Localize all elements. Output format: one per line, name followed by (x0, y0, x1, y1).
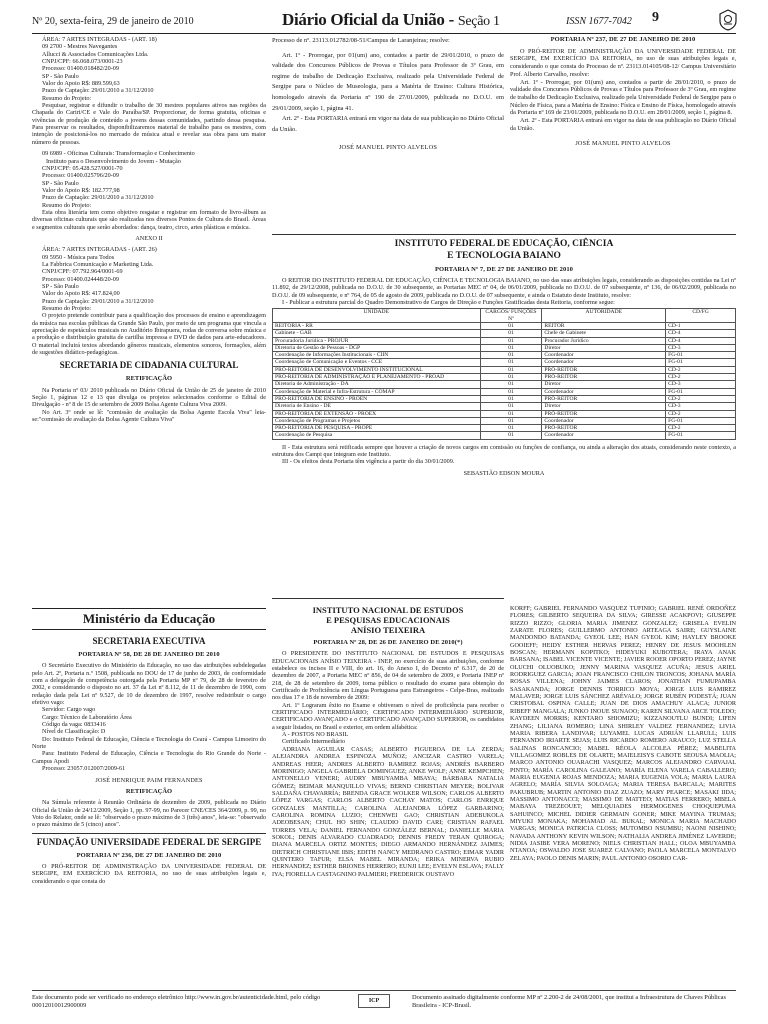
table-row (273, 410, 736, 417)
project-block-1 (32, 36, 266, 146)
journal-title (282, 10, 500, 30)
table-cell: Coordenação de Comunicação e Eventos - CCE (273, 359, 481, 366)
institute-title: E TECNOLOGIA BAIANO (447, 251, 561, 261)
names-list: ADRIANA AGUILAR CASAS; ALBERTO FIGUEROA DE LA ZERDA; ALEJANDRA ANDREA ESPINOZA MUÑOZ; ANCIZAR CASTRO VARELA; ANDREAS HEER; ANDRES ALBERTO RAMIREZ ROJAS; ANDRÉS BARBERO MORINIGO; ANGELA GABRIELA DOMINGUEZ; ANKE WOLF; ANNE KEMPCHEN; ANTONELLO VENERI; AUDRY MBUYAMBA MBAYA; BÁRBARA NATALIA GÓMEZ; BEIMAR MANQUILLO VIVAS; BERND CHRISTIAN MEYER; BOLIVAR SALDAÑA CHAVARRÍA; BRENDA GRACE WOLKER WILSON; CARLOS ALBERTO LÓPEZ VARGAS; CARLOS ALBERTO CACHAY MATOS; CARLOS ENRIQUE GONZALES MANTILLA; CAROLINA ALEJANDRA LÓPEZ GARBARINO; CAROLINA ROMINA LUZIO; CHENWEI GAO; CHRISTIAN ADEBUKOLA ADEOBESAN; CHUL HO SHIN; CLAUDIO DAVID CARI; CRISTIAN RAFAEL TORRES VELA; DANIEL FERNANDO GONZÁLEZ BERNAL; DANIELLE MARIA SOKOL; DENIS ALVARADO CUADRADO; DENNIS FREDY TERAN QUIROGA; DIANA MARCELA ORTIZ MONTES; DIEGO ARMANDO HERNÁNDEZ JAIMES; DIETRICH CHRISTIANE IBIS; EDITH NANCY MEDRANO CASTRO; EIMAR YADIR QUINTERO TAFUR; ELSA MABEL MIRANDA; ERIKA MINERVA RUBIO HERNANDEZ; ESTHER BRIONES HERRERO; EUNJI LEE; EVELYN ESLAVA; FALLY IYA; FIORELLA CASTAGNINO PALMIERI; FREDERICK OUSTAVO (272, 745, 504, 878)
table-row (273, 322, 736, 329)
portaria-heading: PORTARIA Nº 28, DE 26 DE JANEIRO DE 2010(*) (313, 639, 463, 646)
page-footer (32, 990, 736, 1009)
table-cell: PRÓ-REITORIA DE ADMINISTRAÇÃO E PLANEJAMENTO - PROAD (273, 374, 481, 381)
institute-title: INSTITUTO NACIONAL DE ESTUDOS (312, 605, 464, 615)
table-cell: PRÓ-REITOR (542, 366, 666, 373)
table-cell: 01 (480, 374, 542, 381)
journal-name: Diário Oficial da União - (282, 10, 454, 29)
project-summary: O projeto pretende contribuir para a qualificação dos processos de ensino e aprendizagem da música nas escolas públicas da Grande São Paulo, por meio de um programa que vincula a apreciação de espetáculos musicais no Auditório Ibirapuera, rodas de conversa sobre música e a produção e distribuição gratuita de cartilha impressa e DVD de dados para arte-educadores. O material incluirá textos abordando gêneros musicais, elementos sonoros, formações, além de sugestões didático-pedagógicas. (32, 312, 266, 357)
portaria-item: Código da vaga: 0833416 (42, 721, 106, 729)
project-line: Resumo do Projeto: (42, 305, 92, 313)
institute-title: E PESQUISAS EDUCACIONAIS (326, 615, 450, 625)
table-header: CARGOS/ FUNÇÕES Nº (480, 309, 542, 323)
portaria-body (272, 277, 736, 306)
table-cell: CD-2 (666, 410, 736, 417)
cargos-table (272, 308, 736, 439)
baiano-section (272, 238, 736, 477)
table-cell: 01 (480, 366, 542, 373)
table-cell: Coordenação de Programas e Projetos (273, 417, 481, 424)
table-cell: 01 (480, 403, 542, 410)
signature: JOSÉ HENRIQUE PAIM FERNANDES (95, 776, 203, 784)
column-middle (272, 36, 504, 154)
table-cell: Chefe de Gabinete (542, 330, 666, 337)
table-cell: 01 (480, 425, 542, 432)
project-line: Valor do Apoio R$: 182.777,98 (42, 186, 120, 194)
ministry-banner (32, 608, 266, 630)
portaria-item: Processo: 23057.012007/2009-61 (42, 765, 126, 773)
table-cell: Coordenador (542, 388, 666, 395)
table-row (273, 352, 736, 359)
table-cell: FG-01 (666, 432, 736, 439)
page-header (32, 8, 736, 34)
table-cell: PRÓ-REITOR (542, 410, 666, 417)
project-summary: Esta obra literária tem como objetivo resgatar e registrar em formato de livro-álbum as diversas oficinas culturais que são realizadas nos diversos Pontos de Cultura do Brasil. Áreas e segmentos culturais que serão abordados: dança, teatro, circo, artes plásticas e música. (32, 208, 266, 231)
section-divider (272, 598, 504, 599)
table-row (273, 359, 736, 366)
section-title-executiva: SECRETARIA EXECUTIVA (92, 636, 206, 646)
project-line: CNPJ/CPF: 07.792.964/0001-69 (42, 268, 123, 276)
table-cell: Diretor (542, 344, 666, 351)
project-block-3 (32, 246, 266, 356)
table-header: UNIDADE (273, 309, 481, 323)
column-right (510, 36, 736, 148)
portaria-item: Servidor: Cargo vago (42, 706, 96, 714)
ministry-title: Ministério da Educação (82, 611, 216, 626)
institute-title: INSTITUTO FEDERAL DE EDUCAÇÃO, CIÊNCIA (394, 239, 614, 249)
institute-title: ANÍSIO TEIXEIRA (350, 625, 426, 635)
column-left (32, 36, 266, 424)
project-line: Resumo do Projeto: (42, 94, 92, 102)
retificacao-heading: RETIFICAÇÃO (125, 787, 173, 795)
project-block-2 (32, 150, 266, 231)
table-cell: 01 (480, 395, 542, 402)
portaria-heading: PORTARIA Nº 58, DE 28 DE JANEIRO DE 2010 (78, 651, 220, 658)
project-line: 09 2700 - Mestres Navegantes (42, 43, 118, 51)
table-cell: REITOR (542, 322, 666, 329)
table-row (273, 403, 736, 410)
signature: JOSÉ MANUEL PINTO ALVELOS (575, 140, 671, 148)
table-cell: 01 (480, 330, 542, 337)
table-cell: 01 (480, 410, 542, 417)
article-1: Art. 1º - Prorrogar, por 01(um) ano, contados a partir de 28/01/2010, o prazo de validade dos Concursos Públicos de Provas e Títulos para Professor de 3º Grau, em regime de trabalho de Dedicação Exclusiva, realizado pela Universidade Federal de Sergipe para o Núcleo de Física, para a Matéria de Ensino: Física e Ensino de Física, homologado através da Portaria nº 169 de 23/01/2009, publicada no D.O.U. em 28/01/2009, seção 1, página 8. (510, 78, 736, 117)
table-row (273, 432, 736, 439)
table-row (273, 366, 736, 373)
table-cell: CD-1 (666, 322, 736, 329)
table-row (273, 388, 736, 395)
project-line: La Fabbrica Comunicação e Marketing Ltda. (42, 260, 154, 268)
edition-label: Nº 20, sexta-feira, 29 de janeiro de 2010 (32, 16, 194, 27)
portaria-item: Do: Instituto Federal de Educação, Ciência e Tecnologia do Ceará - Campus Limoeiro do Norte (32, 735, 266, 751)
table-cell: FG-01 (666, 417, 736, 424)
table-cell: Diretor (542, 381, 666, 388)
project-line: SP - São Paulo (42, 283, 79, 290)
retificacao-text: No Art. 3º onde se lê: "comissão de avaliação da Bolsa Agente Escola Viva" leia-se:"comissão de avaliação da Bolsa Agente Cultura Viva" (32, 408, 266, 424)
project-line: Prazo de Captação: 29/01/2010 a 31/12/2010 (42, 194, 154, 202)
journal-section: Seção 1 (457, 14, 500, 29)
table-cell: 01 (480, 322, 542, 329)
table-cell: Diretor (542, 403, 666, 410)
portaria-heading: PORTARIA Nº 236, DE 27 DE JANEIRO DE 2010 (76, 851, 222, 859)
subheading: A - POSTOS NO BRASIL (282, 731, 349, 739)
table-header-row (273, 309, 736, 323)
table-cell: 01 (480, 388, 542, 395)
retificacao-text: Na Portaria nº 03/ 2010 publicada no Diário Oficial da União de 25 de janeiro de 2010 Seção 1, páginas 12 e 13 que divulga os projetos selecionados conforme o Edital de Divulgação - nº 8 de 15 de setembro de 2009 Bolsa Agente Cultura Viva 2009. (32, 386, 266, 409)
project-line: Valor do Apoio R$: 417.824,00 (42, 290, 120, 298)
subheading: Certificado Intermediário (282, 738, 346, 746)
portaria-item: III - Os efeitos desta Portaria têm vigência a partir do dia 30/01/2009. (282, 458, 455, 466)
table-cell: Coordenação de Informações Institucionais - CIIN (273, 352, 481, 359)
project-line: SP - São Paulo (42, 179, 79, 187)
portaria-item: Cargo: Técnico de Laboratório Área (42, 713, 132, 721)
signature: SEBASTIÃO EDSON MOURA (463, 469, 545, 477)
table-cell: 01 (480, 359, 542, 366)
table-cell: PRÓ-REITORIA DE PESQUISA - PROPE (273, 425, 481, 432)
table-cell: FG-01 (666, 359, 736, 366)
project-line: Prazo de Captação: 29/01/2010 a 31/12/2010 (42, 87, 154, 95)
table-cell: 01 (480, 344, 542, 351)
table-cell: REITORIA - RR (273, 322, 481, 329)
names-list: KORFF; GABRIEL FERNANDO VASQUEZ TUFINIO; GABRIEL RENÉ ORDOÑEZ FLORES; GILBERTO SEQUEIRA DA SILVA; GIRESSE ACAKPOVI; GIUSEPPE RIZZO RIZZO; GLORIA MARIA JIMENEZ GONZALEZ; GRISELA EVELIN ZARATE FLORES; GUILLERMO ANTONIO ARTEAGA SAIRE; GUYSLAINE MANDONDO BATANDA; GYEOL LEE; HAN GYEOL KIM; HAYLEY BROOKE GOOIEFF; HEIDY ESTHER HERVAS PEREZ; HENRY DE JESUS MOOHLEN BOSCAN; HERMANN KOPITKO; HIDEYUKI KUBOTERA; IRAYA ANAK BARSANA; ISABEL VICENTE VICENTE; JAVIER ROOER OPORTO PEREZ; JAYNE OLUCHI OLUOBUKO; JENNY MARINA VASQUEZ ACUÑA; JESUS ARIEL RODRIGUEZ GARCIA; JOAN FRANCISCO CHILON TRONCOS; JOHANA MARÍA ROSAS VILLENA; JOHNY JAIMES CLAROS; JONATHAN FUMUPAMBA SASAKANDA; JORGE DENNIS TORRICO MOYA; JORGE LUIS RAMIREZ MALAVER; JORGE LUIS SÁNCHEZ ARÉVALO; JORGE RUBÉN PODESTÁ; JUAN CRISTOBAL OSPINA CALLE; JUAN DE DIOS AMACHUY ALACA; JUNIOR RIBEFF MANGALA; JUNKO INOUE SUNAOO; KAREN SILVANA ARCE TOLEDO; KAYDEEN MORRIS; KENTARO SHIOMIZU; KIZZANOUTLU BUNDI; LIFEN ZHANG; LILIANA ROMERO; LINA SHIRLEY VALDEZ FERNANDEZ; LIVIA MARIA RIBERA LANDIVAR; LUYAMEL LUCAS ADRIÁN LLARULL; LUIS FERNANDO IRIARTE SEJAS; LUIS RICARDO ROMERO ARAUCO; LUZ STELLA SALINAS RONCANCIO; MABEL RÉOLA ALCOLEA PÉREZ; MABELITA VILLAGOMEZ ROBLES DE OLARTE; MAIELEISYS CABOTE SEOUSA MAOLIA; MARCO ANTONIO OUARACHI VASQUEZ; MARCOS ALEJANDRO CARVAJAL PINTO; MARÍA CAROLINA GALEANO; MARÍA ELENA VARELA CABALLERO; MARIA EUGENIA ROJAS MENDOZA; MARIA EUGENIA VOLA; MARIA LAURA AGRELO; MARÍA SILVIA SOLOAGA; MARIA TERESA BARCALA; MARITES PAKUBRUB; MARTIN ANTONIO DIAZ ZUAZO; MARY PEARCE; MASAKI IIDA; MASSIMO ANTONACCI; MASSIMO DE MATTEO; MATIAS FERRERO; MBELA MABAYA TREZEOUET; MELQUIADES HERMOGENES CHOQUEPUMA SAHUINCO; MICHEL DIDIER GERMAIN GONER; MIKE MAYINA TRUMAS; MIYUKI MONAKA; MOHAMAD AL BUKAL; MONICA MARIA MACHADO VARGAS; MONICA PATRICIA CLOSS; MUTOMBO NSUMBU; NAONI NISHINO; NAVADA ANTHONY KEVIN WILSON; NATHALIA ANDREA JIMÉNEZ LAVERDE; NIDIA JASIBE VERA MORENO; NIELS CHRISTIAN HALL; OLOA MBUYAMBA NTANOA; OSWALDO JOSE SUAREZ CALVANO; PAOLA MARCELA MONTALVO ZELAYA; PAOLO DENIS MARIN; PAUL ANTONIO OSORIO CAR- (510, 605, 736, 862)
portaria-text: O REITOR DO INSTITUTO FEDERAL DE EDUCAÇÃO, CIÊNCIA E TECNOLOGIA BAIANO, no uso das suas atribuições legais, considerando as disposições contidas na Lei nº 11.892, de 29/12/2008, publicada no D.O.U. de 30 subsequente, as Portarias MEC nº 04, de 06/01/2009, publicada no D.O.U. de 07 subsequente, nº 136, de 06/02/2009, publicada no D.O.U. de 09 subsequente, e nº 764, de 05 de agosto de 2009, publicada no D.O.U. de 07 subsequente, e ainda o Estatuto deste Instituto, resolve: (272, 277, 736, 299)
table-row (273, 344, 736, 351)
inep-section (272, 605, 504, 878)
article-1: Art. 1º Lograram êxito no Exame e obtiveram o nível de proficiência para receber o CERTIFICADO INTERMEDIÁRIO; CERTIFICADO INTERMEDIÁRIO SUPERIOR, CERTIFICADO AVANÇADO e o CERTIFICADO AVANÇADO SUPERIOR, os candidatos a seguir listados, no Brasil e exterior, em ordem alfabética: (272, 701, 504, 731)
table-cell: PRÓ-REITOR (542, 374, 666, 381)
article-2: Art. 2º - Esta PORTARIA entrará em vigor na data de sua publicação no Diário Oficial da União. (510, 117, 736, 132)
table-cell: Diretoria de Ensino - DE (273, 403, 481, 410)
portaria-text: O Secretário Executivo do Ministério da Educação, no uso das atribuições subdelegadas pelo Art. 2º, Portaria n.º 1508, publicada no DOU de 17 de junho de 2003, de conformidade com a delegação de competência outorgada pela Portaria MP nº 79, de 28 de fevereiro de 2002, e considerando o disposto no art. 37 da Lei nº 8.112, de 11 de dezembro de 1990, com redação dada pela Lei nº 9.527, de 10 de dezembro de 1997, resolve redistribuir o cargo efetivo vago: (32, 662, 266, 707)
article-2: Art. 2º - Esta PORTARIA entrará em vigor na data de sua publicação no Diário Oficial da União. (272, 115, 504, 133)
table-cell: 01 (480, 432, 542, 439)
footer-verification: Este documento pode ser verificado no endereço eletrônico http://www.in.gov.br/autenticidade.html, pelo código 00012010012900009 (32, 994, 321, 1009)
portaria-text: Processo de nº. 23113.012782/08-51/Campus de Laranjeiras; resolve: (272, 37, 450, 44)
portaria-heading: PORTARIA Nº 7, DE 27 DE JANEIRO DE 2010 (434, 266, 574, 273)
portaria-heading: PORTARIA Nº 237, DE 27 DE JANEIRO DE 2010 (550, 36, 696, 43)
table-cell: 01 (480, 381, 542, 388)
project-line: Processo: 01400.024448/20-09 (42, 275, 119, 283)
table-cell: Procuradoria Jurídica - PROJUR (273, 337, 481, 344)
table-cell: CD-2 (666, 395, 736, 402)
portaria-text: O PRÓ-REITOR DE ADMINISTRAÇÃO DA UNIVERSIDADE FEDERAL DE SERGIPE, EM EXERCÍCIO DA REITORIA, no uso de suas atribuições legais e, considerando o que consta do (32, 862, 266, 885)
table-cell: Gabinete - GAB (273, 330, 481, 337)
issn-label: ISSN 1677-7042 (566, 16, 632, 27)
project-line: Allucci & Associados Comunicações Ltda. (42, 50, 149, 58)
section-title-cidadania: SECRETARIA DE CIDADANIA CULTURAL (59, 360, 239, 371)
retificacao-text: Na Súmula referente à Reunião Ordinária de dezembro de 2009, publicada no Diário Oficial da União de 24/12/2009, Seção 1, pp. 97-99, no Parecer CNE/CES 364/2009, p. 99, no Voto do Relator, onde se lê: "observado o prazo máximo de 3 (três) anos", leia-se: "observado o prazo máximo de 5 (cinco) anos". (32, 799, 266, 829)
table-cell: 01 (480, 417, 542, 424)
section-title-fundacao: FUNDAÇÃO UNIVERSIDADE FEDERAL DE SERGIPE (32, 833, 266, 848)
project-line: ÁREA: 7 ARTES INTEGRADAS - (ART. 26) (42, 246, 157, 254)
table-row (273, 417, 736, 424)
project-line: Processo: 01400.018482/20-09 (42, 65, 119, 73)
project-line: Processo: 01400.025796/20-09 (42, 172, 119, 180)
project-summary: Pesquisar, registrar e difundir o trabalho de 30 mestres populares ativos nas regiões da Chapada do Cariri/CE e Vale do Paraíba/SP. Proporcionar, de forma gratuita, oficinas e vivências de produção de conteúdo a jovens dessas comunidades, partindo dessa pesquisa. Para preservar os resultados, disponibilizaremos material de trabalho para os mestres, com intenção de posicioná-los no mercado de música atual e revelar sua obra para um maior número de pessoas. (32, 102, 266, 146)
project-line: Valor do Apoio R$: 889.599,63 (42, 80, 120, 88)
table-cell: CD-3 (666, 344, 736, 351)
table-cell: 01 (480, 352, 542, 359)
table-cell: FG-01 (666, 388, 736, 395)
table-cell: CD-2 (666, 374, 736, 381)
table-header: CD/FG (666, 309, 736, 323)
table-cell: Coordenação de Material e Infra-Estrutura - COMAP (273, 388, 481, 395)
project-line: CNPJ/CPF: 66.068.073/0001-23 (42, 58, 123, 66)
portaria-item: II - Esta estrutura será retificada sempre que houver a criação de novos cargos em comissão ou funções de confiança, ou ainda a alteração dos atuais, considerando neste contexto, a estrutura dos Campi que integram este Instituto. (272, 443, 736, 459)
section-divider (272, 234, 736, 235)
table-cell: Coordenador (542, 432, 666, 439)
table-row (273, 374, 736, 381)
signature: JOSÉ MANUEL PINTO ALVELOS (338, 144, 438, 152)
table-cell: PRÓ-REITOR (542, 425, 666, 432)
table-cell: PRÓ-REITORIA DE EXTENSÃO - PROEX (273, 410, 481, 417)
table-cell: CD-3 (666, 403, 736, 410)
project-line: Instituto para o Desenvolvimento do Jovem - Mutação (46, 157, 181, 165)
table-row (273, 381, 736, 388)
table-cell: Diretoria de Gestão de Pessoas - DGP (273, 344, 481, 351)
page-number: 9 (652, 10, 659, 25)
project-line: ÁREA: 7 ARTES INTEGRADAS - (ART. 18) (42, 36, 157, 43)
table-row (273, 425, 736, 432)
table-cell: CD-2 (666, 366, 736, 373)
portaria-text: O PRESIDENTE DO INSTITUTO NACIONAL DE ESTUDOS E PESQUISAS EDUCACIONAIS ANÍSIO TEIXEIRA - INEP, no exercício de suas atribuições, conforme estabelece os incisos II e VIII, do art. 16, do Anexo I, do Decreto nº 6.317, de 20 de dezembro de 2007, a Portaria MEC nº 856, de 04 de setembro de 2009, e Portaria INEP nº 218, de 28 de setembro de 2009, torna público o resultado do exame para obtenção do Certificado de Proficiência em Língua Portuguesa para Estrangeiros - Celpe-Bras, realizado nos dias 17 e 18 de novembro de 2009: (272, 650, 504, 702)
portaria-body (272, 444, 736, 466)
table-cell: Coordenador (542, 352, 666, 359)
table-cell: Diretoria de Administração - DA (273, 381, 481, 388)
portaria-text: O PRÓ-REITOR DE ADMINISTRAÇÃO DA UNIVERSIDADE FEDERAL DE SERGIPE, EM EXERCÍCIO DA REITORIA, no uso de suas atribuições legais e, considerando o que consta do Processo de nº. 23113.014105/08-12/ Campus Universitário Prof. Alberto Carvalho, resolve: (510, 47, 736, 78)
article-1: Art. 1º - Prorrogar, por 01(um) ano, contados a partir de 29/01/2010, o prazo de validade dos Concursos Públicos de Provas e Títulos para Professor de 3º Grau, em regime de trabalho de Dedicação Exclusiva, realizado pela Universidade Federal de Sergipe para o Núcleo de Museologia, para a Matéria de Ensino: Cultura Histórica, homologado através da Portaria nº 190 de 27/01/2009, publicada no D.O.U. em 29/01/2009, seção 1, página 41. (272, 51, 504, 112)
project-line: Prazo de Captação: 29/01/2010 a 31/12/2010 (42, 297, 154, 305)
project-line: 09 6989 - Oficinas Culturais: Transformação e Conhecimento (42, 150, 195, 158)
icp-brasil-logo: ICP (358, 994, 390, 1008)
table-cell: 01 (480, 337, 542, 344)
project-line: 09 5950 - Música para Todos (42, 253, 115, 261)
table-cell: PRÓ-REITORIA DE DESENVOLVIMENTO INSTITUCIONAL (273, 366, 481, 373)
table-row (273, 395, 736, 402)
footer-signature-note: Documento assinado digitalmente conforme MP nº 2.200-2 de 24/08/2001, que institui a Infraestrutura de Chaves Públicas Brasileira - ICP-Brasil. (412, 994, 726, 1009)
table-cell: PRÓ-REITORIA DE ENSINO - PROEN (273, 395, 481, 402)
table-cell: FG-01 (666, 352, 736, 359)
table-cell: CD-4 (666, 330, 736, 337)
project-line: CNPJ/CPF: 05.428.527/0001-70 (42, 164, 123, 172)
table-cell: Coordenador (542, 359, 666, 366)
table-cell: CD-4 (666, 337, 736, 344)
names-continuation (510, 605, 736, 862)
table-cell: CD-2 (666, 425, 736, 432)
table-cell: Procurador Jurídico (542, 337, 666, 344)
project-line: Resumo do Projeto: (42, 201, 92, 209)
retificacao-heading: RETIFICAÇÃO (125, 375, 173, 383)
portaria-item: Nível de Classificação: D (42, 728, 106, 736)
table-cell: PRÓ-REITOR (542, 395, 666, 402)
coat-of-arms-icon (718, 9, 738, 31)
project-line: SP - São Paulo (42, 72, 79, 80)
annex-heading: ANEXO II (135, 234, 163, 242)
portaria-item: I - Publicar a estrutura parcial do Quadro Demonstrativo de Cargos de Direção e Funções Gratificadas desta Reitoria, conforme segue: (282, 299, 615, 307)
portaria-item: Para: Instituto Federal de Educação, Ciência e Tecnologia do Rio Grande do Norte - Campus Apodi (32, 750, 266, 765)
table-cell: Coordenador (542, 417, 666, 424)
table-row (273, 337, 736, 344)
table-header: AUTORIDADE (542, 309, 666, 323)
column-left-lower (32, 636, 266, 885)
table-cell: CD-3 (666, 381, 736, 388)
table-cell: Coordenação de Pesquisa (273, 432, 481, 439)
table-row (273, 330, 736, 337)
